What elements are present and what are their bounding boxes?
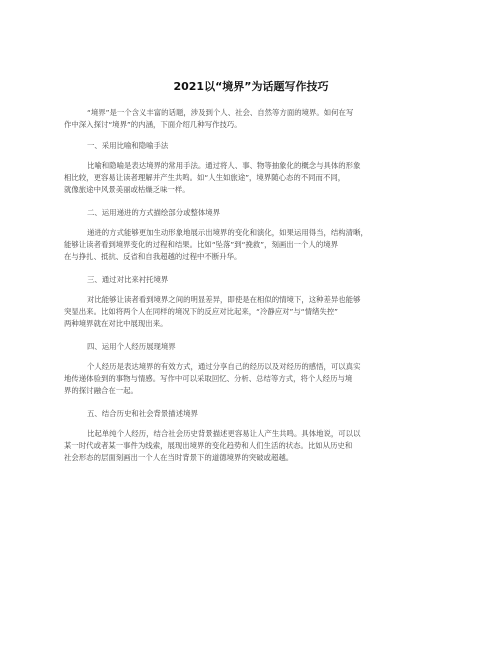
section-3-line-3: 两种境界就在对比中展现出来。 (64, 319, 168, 328)
section-heading-1: 一、采用比喻和隐喻手法 (87, 141, 169, 150)
section-heading-2: 二、运用递进的方式描绘部分或整体境界 (87, 208, 221, 217)
section-1-line-1: 比喻和隐喻是表达境界的常用手法。通过将人、事、物等抽象化的概念与具体的形象 (87, 161, 361, 170)
section-1-line-2: 相比较，更容易让读者理解并产生共鸣。如“人生如旅途”，境界随心态的不同而不同， (64, 173, 346, 182)
section-4-line-3: 界的探讨融合在一起。 (64, 386, 138, 395)
section-heading-4: 四、运用个人经历展现境界 (87, 342, 176, 351)
section-5-line-1: 比起单纯个人经历，结合社会历史背景描述更容易让人产生共鸣。具体地说，可以以 (87, 429, 361, 438)
section-5-line-3: 社会形态的层面刻画出一个人在当时背景下的道德境界的突破或超越。 (64, 453, 294, 462)
section-heading-3: 三、通过对比来衬托境界 (87, 275, 169, 284)
intro-line-2: 作中深入探讨“境界”的内涵，下面介绍几种写作技巧。 (64, 120, 242, 129)
document-title: 2021以“境界”为话题写作技巧 (173, 80, 329, 93)
section-4-line-2: 地传递体验到的事物与情感。写作中可以采取回忆、分析、总结等方式，将个人经历与境 (64, 374, 353, 383)
section-3-line-2: 突显出来。比如将两个人在同样的境况下的反应对比起来，“冷静应对”与“情绪失控” (64, 307, 338, 316)
section-2-line-3: 在与挣扎、抵抗、反省和自我超越的过程中不断升华。 (64, 252, 242, 261)
section-heading-5: 五、结合历史和社会背景描述境界 (87, 409, 198, 418)
section-2-line-1: 递进的方式能够更加生动形象地展示出境界的变化和演化，如果运用得当，结构清晰， (87, 228, 368, 237)
section-3-line-1: 对比能够让读者看到境界之间的明显差异，即使是在相似的情境下，这种差异也能够 (87, 295, 361, 304)
section-1-line-3: 就像旅途中风景美丽或枯燥乏味一样。 (64, 185, 190, 194)
intro-line-1: “境界”是一个含义丰富的话题，涉及到个人、社会、自然等方面的境界。如何在写 (87, 108, 354, 117)
section-5-line-2: 某一时代或者某一事件为线索，展现出境界的变化趋势和人们生活的状态。比如从历史和 (64, 441, 353, 450)
section-4-line-1: 个人经历是表达境界的有效方式，通过分享自己的经历以及对经历的感悟，可以真实 (87, 362, 361, 371)
section-2-line-2: 能够让读者看到境界变化的过程和结果。比如“坠落”到“挽救”，刻画出一个人的境界 (64, 240, 338, 249)
